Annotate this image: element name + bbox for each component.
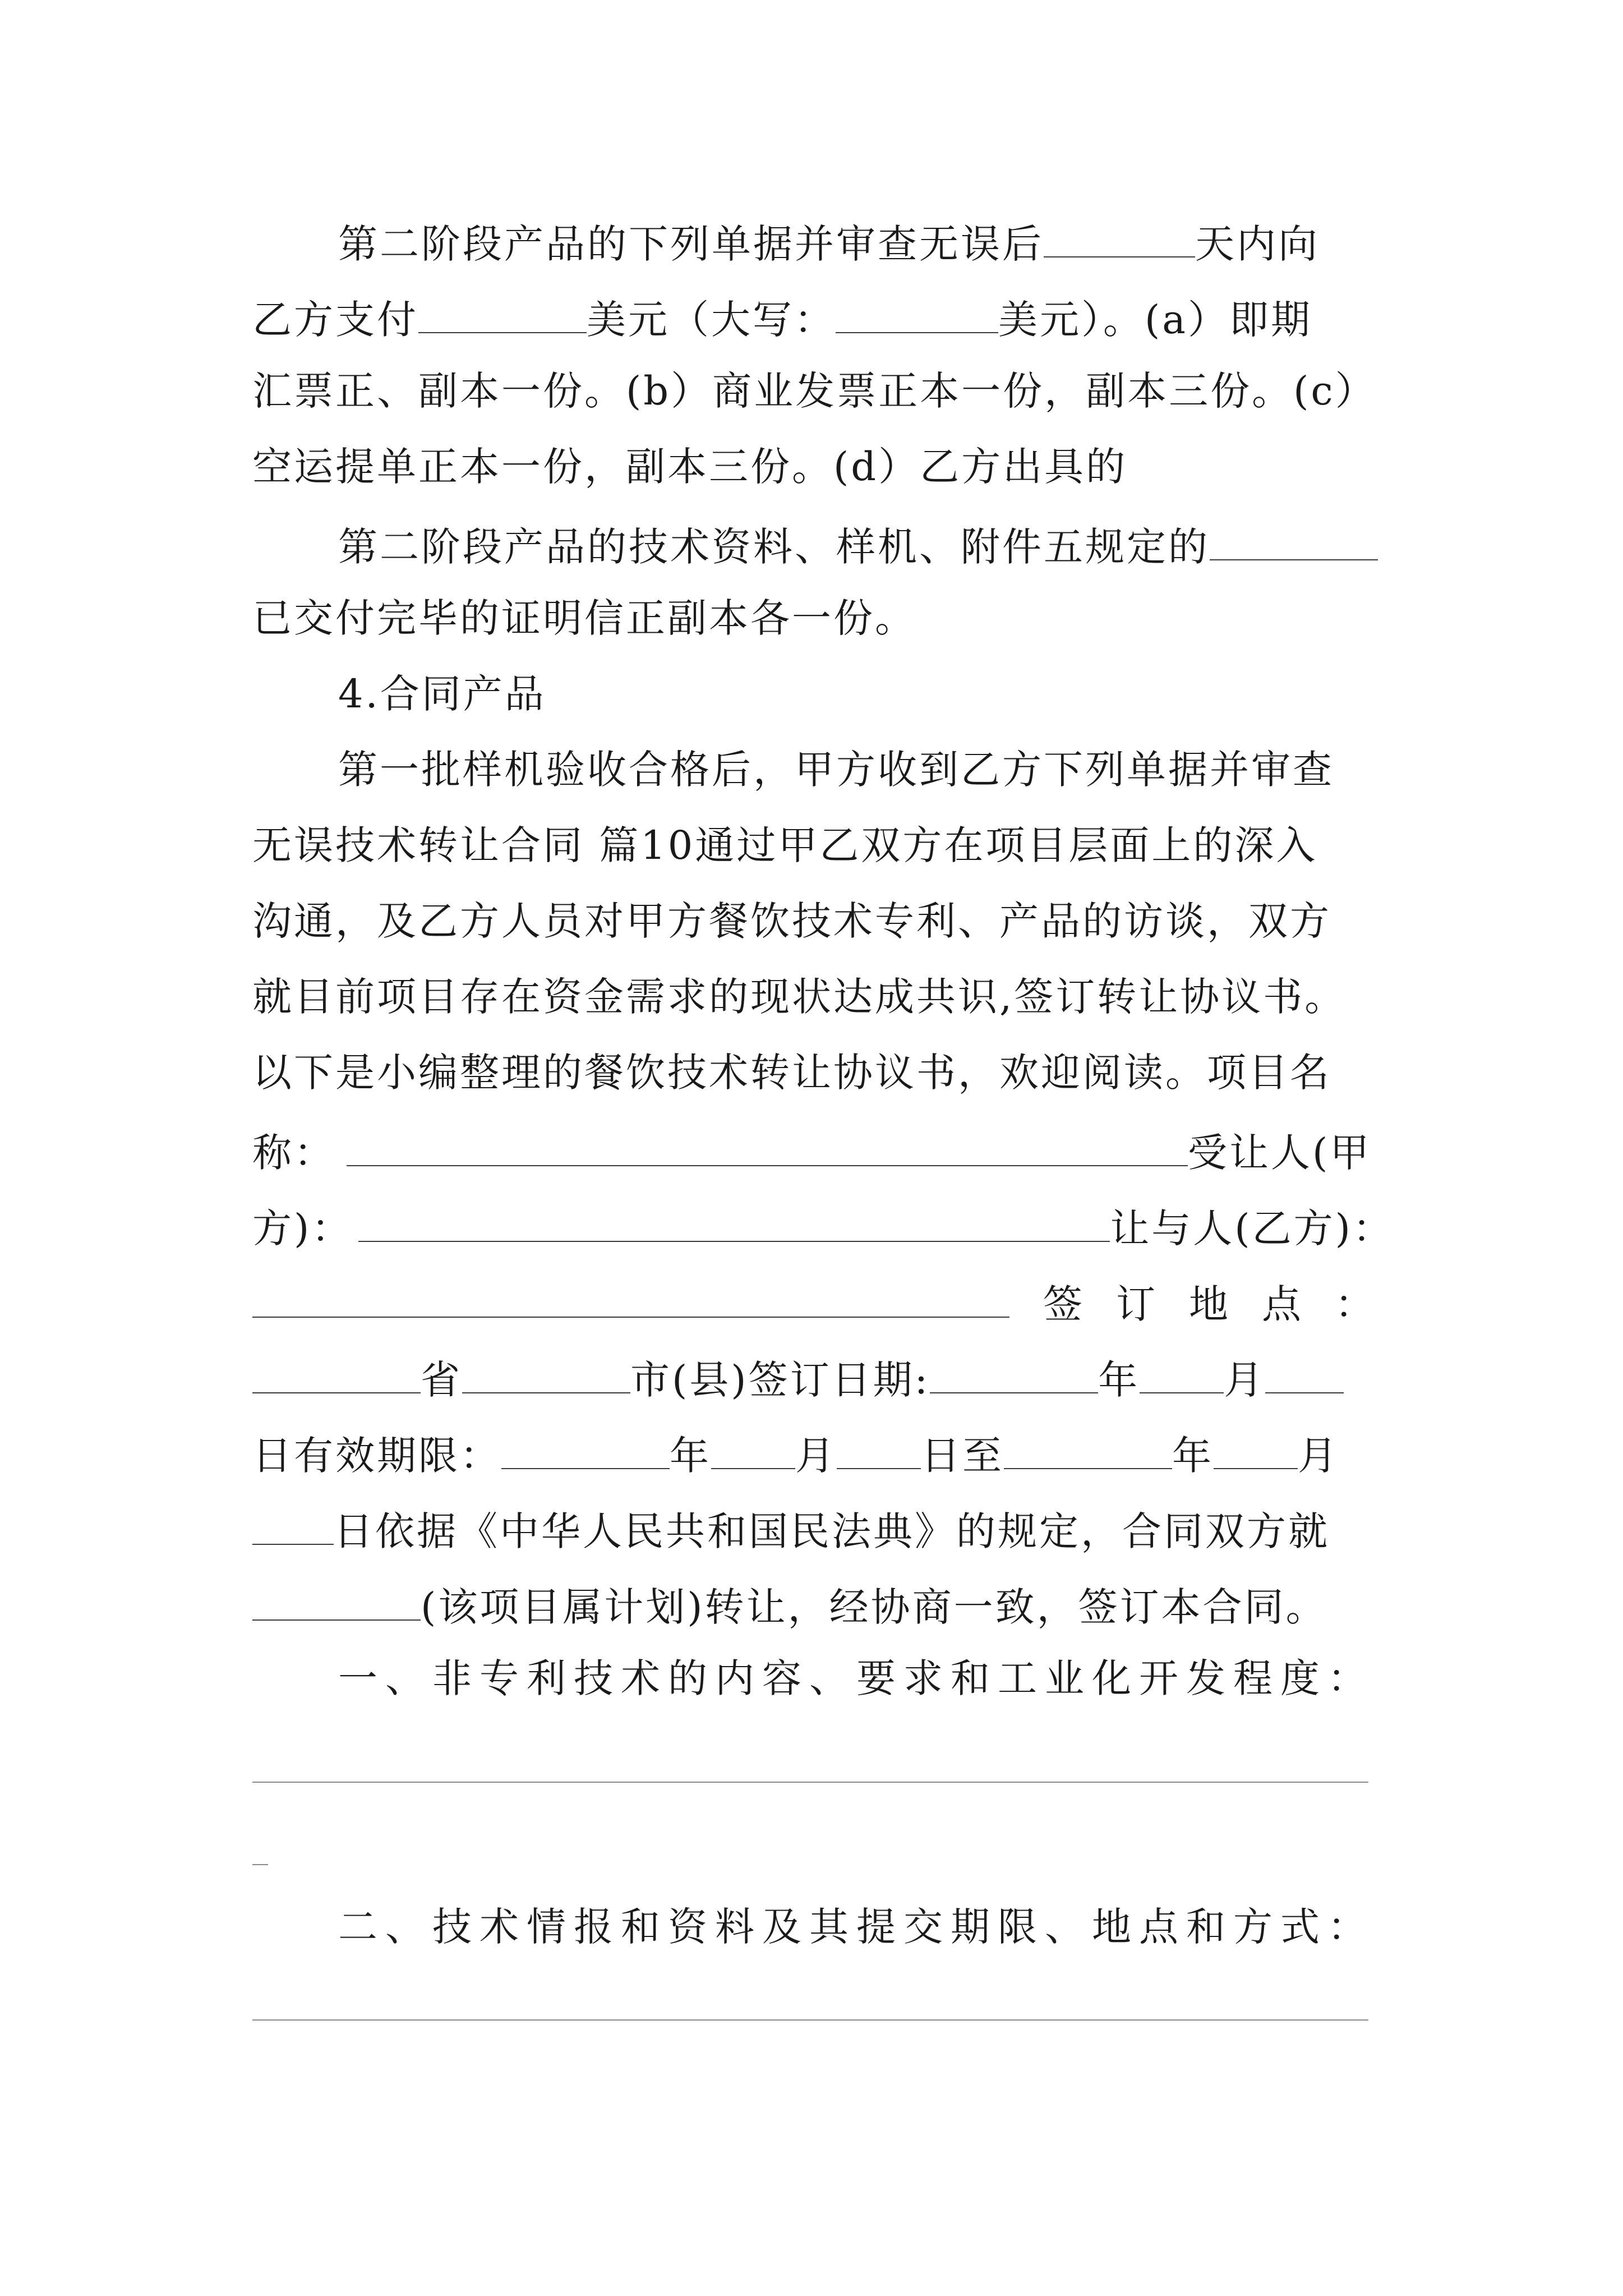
text: 第二阶段产品的技术资料、样机、附件五规定的: [338, 524, 1210, 570]
text: 称：: [252, 1130, 335, 1176]
section-2-heading: 二、技术情报和资料及其提交期限、地点和方式：: [338, 1904, 1375, 1950]
p3-line-8: [252, 1272, 1408, 1332]
blank-field: [462, 1347, 630, 1393]
p3-line-10: [252, 1423, 1339, 1484]
text: 日至: [921, 1433, 1004, 1479]
blank-field: [252, 1347, 421, 1393]
text: 日依据《中华人民共和国民法典》的规定，合同双方就: [334, 1508, 1330, 1554]
p3-line-7: [252, 1196, 1394, 1257]
section-1-blank-line-end: [252, 1864, 268, 1865]
text: 月: [1298, 1433, 1339, 1479]
section-1-heading: 一、非专利技术的内容、要求和工业化开发程度：: [338, 1655, 1375, 1701]
text: 让与人(乙方)：: [1110, 1205, 1394, 1251]
p3-line-12: [252, 1575, 1327, 1635]
p1-line-1: [338, 211, 1320, 272]
blank-field: [1004, 1423, 1172, 1469]
p3-line-3: 沟通，及乙方人员对甲方餐饮技术专利、产品的访谈，双方: [252, 898, 1331, 944]
text: 签订地点：: [1043, 1281, 1408, 1327]
blank-field: [252, 1575, 421, 1621]
text: 年: [670, 1433, 711, 1479]
blank-field: [1214, 1423, 1298, 1469]
text: 年: [1098, 1357, 1140, 1403]
text: 天内向: [1195, 221, 1320, 267]
blank-field: [252, 1499, 334, 1545]
p1-line-3: 汇票正、副本一份。(b）商业发票正本一份，副本三份。(c）: [252, 368, 1377, 414]
heading-4: 4.合同产品: [338, 671, 546, 717]
blank-field: [836, 287, 998, 333]
p3-line-11: [252, 1499, 1330, 1559]
p3-line-1: 第一批样机验收合格后，甲方收到乙方下列单据并审查: [338, 747, 1334, 793]
blank-field: [252, 1272, 1009, 1318]
blank-field: [358, 1196, 1110, 1242]
text: (该项目属计划)转让，经协商一致，签订本合同。: [421, 1584, 1327, 1630]
text: 美元）。(a）即期: [998, 297, 1313, 343]
blank-field: [347, 1120, 1188, 1166]
blank-field: [1210, 514, 1378, 560]
section-2-blank-line: [252, 2019, 1368, 2021]
text: 市(县)签订日期:: [630, 1357, 930, 1403]
text: 方)：: [252, 1205, 353, 1251]
p3-line-5: 以下是小编整理的餐饮技术转让协议书，欢迎阅读。项目名: [252, 1050, 1331, 1096]
blank-field: [837, 1423, 921, 1469]
p3-line-6: [252, 1120, 1371, 1181]
blank-field: [1140, 1347, 1224, 1393]
section-1-blank-line: [252, 1782, 1368, 1783]
text: 月: [795, 1433, 837, 1479]
p3-line-9: [252, 1347, 1344, 1408]
p3-line-2: 无误技术转让合同 篇10通过甲乙双方在项目层面上的深入: [252, 822, 1318, 868]
blank-field: [501, 1423, 670, 1469]
p1-line-2: [252, 287, 1312, 348]
text: 年: [1172, 1433, 1214, 1479]
text: 日有效期限：: [252, 1433, 501, 1479]
p3-line-4: 就目前项目存在资金需求的现状达成共识,签订转让协议书。: [252, 974, 1347, 1020]
p1-line-4: 空运提单正本一份，副本三份。(d）乙方出具的: [252, 444, 1128, 490]
blank-field: [1044, 211, 1195, 257]
blank-field: [930, 1347, 1098, 1393]
text: 第二阶段产品的下列单据并审查无误后: [338, 221, 1044, 267]
text: 美元（大写：: [587, 297, 836, 343]
blank-field: [1265, 1347, 1344, 1393]
text: 受让人(甲: [1188, 1130, 1372, 1176]
blank-field: [711, 1423, 795, 1469]
p2-line-1: [338, 514, 1378, 575]
text: 省: [421, 1357, 462, 1403]
text: 乙方支付: [252, 297, 418, 343]
text: 月: [1224, 1357, 1266, 1403]
blank-field: [418, 287, 587, 333]
p2-line-2: 已交付完毕的证明信正副本各一份。: [252, 595, 916, 641]
